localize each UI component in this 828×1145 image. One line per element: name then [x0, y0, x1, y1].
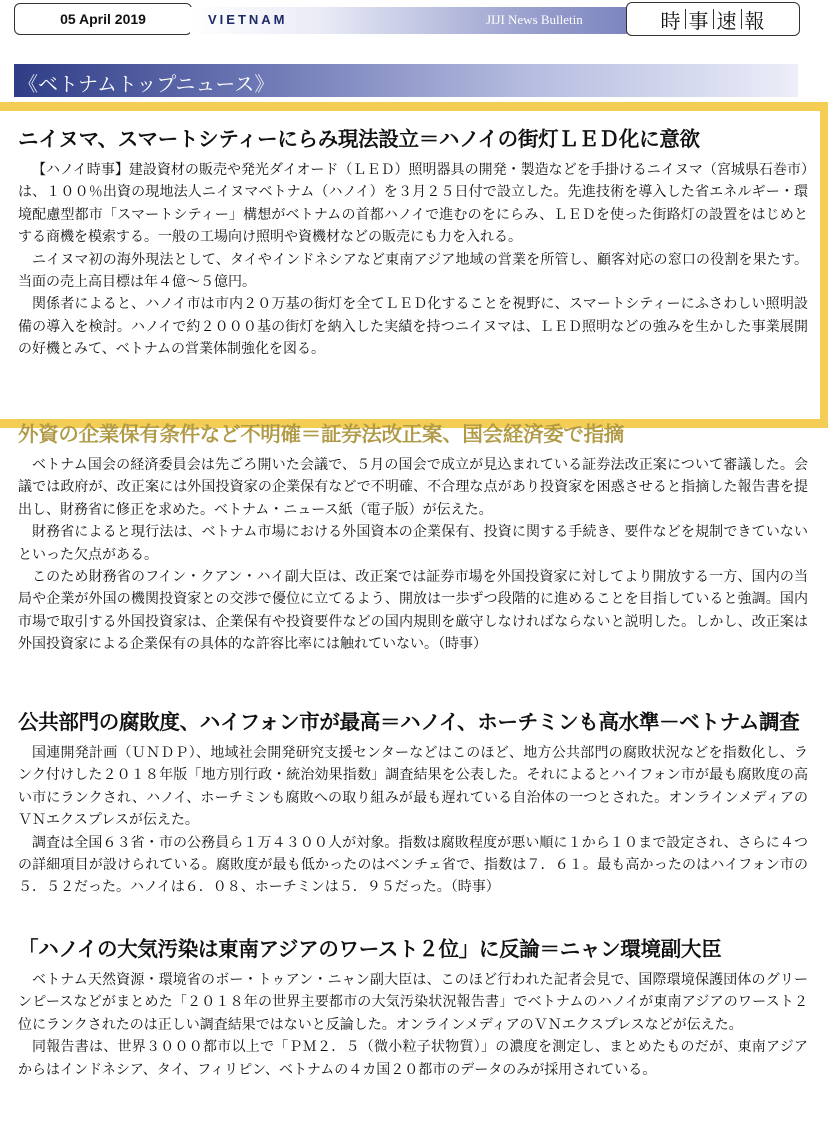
article-paragraph: 国連開発計画（ＵＮＤＰ）、地域社会開発研究支援センターなどはこのほど、地方公共部門の腐敗状況などを指数化し、ランク付けした２０１８年版「地方別行政・統治効果指数」調査結果を公表した。それによるとハイフォン市が最も腐敗度の高い市にランクされ、ハノイ、ホーチミンも腐敗への取り組みが最も遅れている自治体の一つとされた。オンラインメディアのＶＮエクスプレスが伝えた。: [18, 745, 808, 829]
article-paragraph: 関係者によると、ハノイ市は市内２０万基の街灯を全てＬＥＤ化することを視野に、スマートシティーにふさわしい照明設備の導入を検討。ハノイで約２０００基の街灯を納入した実績を持つニイヌマは、ＬＥＤ照明などの強みを生かした事業展開の好機とみて、ベトナムの営業体制強化を図る。: [18, 296, 808, 358]
country-label: VIETNAM: [208, 12, 288, 27]
logo-char: 報: [744, 8, 766, 33]
article-paragraph: ベトナム天然資源・環境省のボー・トゥアン・ニャン副大臣は、このほど行われた記者会見で、国際環境保護団体のグリーンピースなどがまとめた「２０１８年の世界主要都市の大気汚染状況報告書」でベトナムのハノイが東南アジアのワースト２位にランクされたのは正しい調査結果ではないと反論した。オンラインメディアのＶＮエクスプレスなどが伝えた。: [18, 972, 808, 1033]
article-4: [18, 935, 808, 1081]
article-paragraph: 【ハノイ時事】建設資材の販売や発光ダイオード（ＬＥＤ）照明器具の開発・製造などを手掛けるニイヌマ（宮城県石巻市）は、１００％出資の現地法人ニイヌマベトナム（ハノイ）を３月２５日付で設立した。先進技術を導入した省エネルギー・環境配慮型都市「スマートシティー」構想がベトナムの首都ハノイで進むのをにらみ、ＬＥＤを使った街路灯の設置をはじめとする商機を模索する。一般の工場向け照明や資機材などの販売にも力を入れる。: [18, 162, 808, 246]
article-paragraph: 同報告書は、世界３０００都市以上で「ＰＭ２．５（微小粒子状物質）」の濃度を測定し、まとめたものだが、東南アジアからはインドネシア、タイ、フィリピン、ベトナムの４カ国２０都市のデータのみが採用されている。: [18, 1039, 808, 1078]
logo-char: 事: [688, 8, 710, 33]
bulletin-logo: [626, 2, 800, 36]
article-paragraph: 調査は全国６３省・市の公務員ら１万４３００人が対象。指数は腐敗程度が悪い順に１から１０まで設定され、さらに４つの詳細項目が設けられている。腐敗度が最も低かったのはベンチェ省で、指数は７．６１。最も高かったのはハイフォン市の５．５２だった。ハノイは６．０８、ホーチミンは５．９５だった。（時事）: [18, 834, 808, 896]
article-headline: 「ハノイの大気汚染は東南アジアのワースト２位」に反論＝ニャン環境副大臣: [18, 937, 722, 961]
bulletin-name: JIJI News Bulletin: [486, 12, 583, 27]
article-paragraph: ベトナム国会の経済委員会は先ごろ開いた会議で、５月の国会で成立が見込まれている証券法改正案について審議した。会議では政府が、改正案には外国投資家の企業保有などで不明確、不合理な点があり投資家を困惑させると指摘した報告書を提出し、財務省に修正を求めた。ベトナム・ニュース紙（電子版）が伝えた。: [18, 457, 808, 518]
article-2: [18, 420, 808, 656]
logo-char: 時: [660, 8, 682, 33]
article-headline: 公共部門の腐敗度、ハイフォン市が最高＝ハノイ、ホーチミンも高水準－ベトナム調査: [18, 710, 800, 734]
article-headline: ニイヌマ、スマートシティーにらみ現法設立＝ハノイの街灯ＬＥＤ化に意欲: [18, 127, 700, 151]
article-3: [18, 708, 808, 899]
logo-char: 速: [716, 8, 738, 33]
issue-date: 05 April 2019: [14, 3, 192, 35]
article-headline: 外資の企業保有条件など不明確＝証券法改正案、国会経済委で指摘: [18, 422, 624, 446]
article-paragraph: ニイヌマ初の海外現法として、タイやインドネシアなど東南アジア地域の営業を所管し、顧客対応の窓口の役割を果たす。当面の売上高目標は年４億～５億円。: [18, 251, 808, 291]
article-paragraph: 財務省によると現行法は、ベトナム市場における外国資本の企業保有、投資に関する手続き、要件などを規制できていないといった欠点がある。: [18, 524, 808, 563]
article-1: [18, 125, 808, 361]
article-paragraph: このため財務省のフイン・クアン・ハイ副大臣は、改正案では証券市場を外国投資家に対してより開放する一方、国内の当局や企業が外国の機関投資家との交渉で優位に立てるよう、開放は一歩ずつ段階的に進めることを目指していると強調。国内市場で取引する外国投資家は、企業保有や投資要件などの国内規則を厳守しなければならないと説明した。しかし、改正案は外国投資家による企業保有の具体的な許容比率には触れていない。（時事）: [18, 569, 808, 653]
section-title: 《ベトナムトップニュース》: [18, 72, 275, 96]
page-header: [0, 0, 828, 44]
